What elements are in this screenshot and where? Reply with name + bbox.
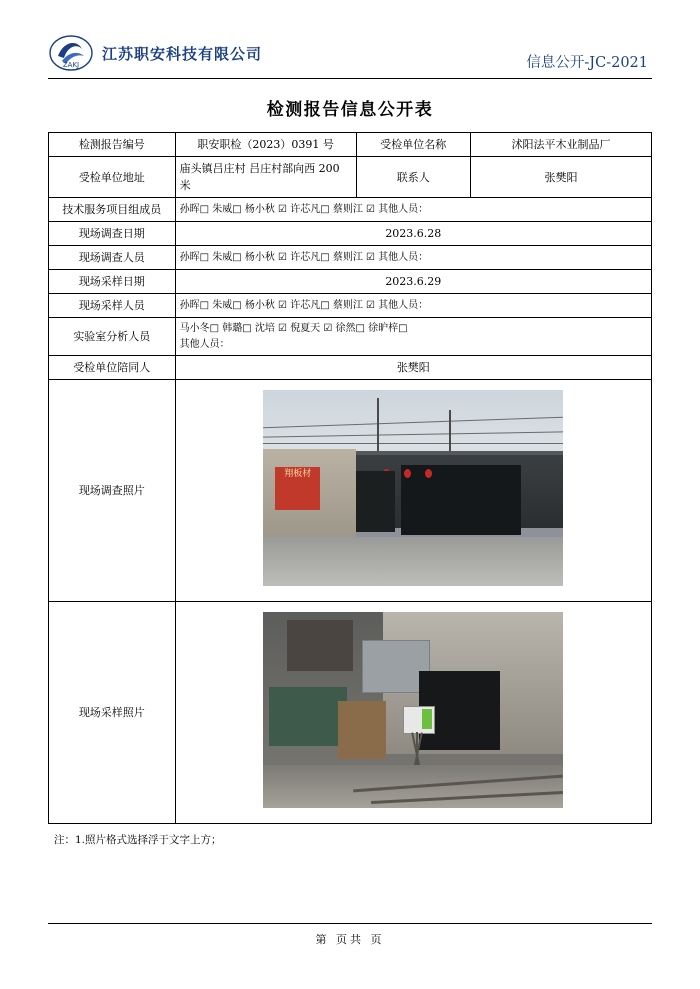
photo-instrument-screen — [422, 709, 432, 729]
photo-building-opening — [401, 465, 521, 536]
page-footer: 第 页共 页 — [48, 923, 652, 947]
photo-factory-sign: 翔板材 — [275, 467, 320, 510]
survey-photo-image — [263, 390, 563, 586]
page-header — [48, 28, 652, 79]
lab-people-value — [175, 318, 651, 356]
address-label: 受检单位地址 — [49, 157, 176, 198]
company-logo-icon — [48, 34, 94, 72]
address-value: 庙头镇吕庄村 吕庄村部向西 200 米 — [175, 157, 356, 198]
photo-ground — [263, 537, 563, 586]
photo-barrel — [338, 701, 386, 760]
header-left-group — [48, 34, 262, 72]
photo-machine — [269, 687, 347, 746]
svg-text:ZAKJ: ZAKJ — [62, 61, 80, 69]
table-row — [49, 356, 652, 380]
survey-people-label: 现场调查人员 — [49, 246, 176, 270]
contact-label: 联系人 — [356, 157, 471, 198]
table-row — [49, 318, 652, 356]
table-row — [49, 270, 652, 294]
escort-value: 张樊阳 — [175, 356, 651, 380]
survey-date-label: 现场调查日期 — [49, 222, 176, 246]
survey-photo-cell — [175, 380, 651, 602]
client-name-value: 沭阳法平木业制品厂 — [471, 133, 652, 157]
sampling-photo-label: 现场采样照片 — [49, 602, 176, 824]
sampling-date-value: 2023.6.29 — [175, 270, 651, 294]
report-no-label: 检测报告编号 — [49, 133, 176, 157]
table-row — [49, 294, 652, 318]
company-name: 江苏职安科技有限公司 — [102, 44, 263, 63]
photo-door — [356, 471, 395, 532]
team-value: 孙晖□ 朱威□ 杨小秋 ☑ 许芯凡□ 蔡则江 ☑ 其他人员： — [175, 198, 651, 222]
table-row — [49, 246, 652, 270]
report-no-value: 职安职检（2023）0391 号 — [175, 133, 356, 157]
table-row — [49, 222, 652, 246]
survey-photo-label: 现场调查照片 — [49, 380, 176, 602]
survey-date-value: 2023.6.28 — [175, 222, 651, 246]
sampling-photo-cell — [175, 602, 651, 824]
photo-wire — [263, 443, 563, 444]
document-code: 信息公开-JC-2021 — [526, 55, 648, 71]
photo-material-stack — [287, 620, 353, 671]
info-table — [48, 132, 652, 824]
survey-people-value: 孙晖□ 朱威□ 杨小秋 ☑ 许芯凡□ 蔡则江 ☑ 其他人员： — [175, 246, 651, 270]
page-title: 检测报告信息公开表 — [266, 100, 434, 120]
table-row — [49, 198, 652, 222]
contact-value: 张樊阳 — [471, 157, 652, 198]
team-label: 技术服务项目组成员 — [49, 198, 176, 222]
sampling-photo-image — [263, 612, 563, 808]
escort-label: 受检单位陪同人 — [49, 356, 176, 380]
photo-instrument-body — [403, 706, 435, 734]
table-note: 注：1.照片格式选择浮于文字上方； — [54, 834, 222, 847]
client-name-label: 受检单位名称 — [356, 133, 471, 157]
table-row-sampling-photo — [49, 602, 652, 824]
sampling-people-label: 现场采样人员 — [49, 294, 176, 318]
table-row-survey-photo — [49, 380, 652, 602]
sampling-people-value: 孙晖□ 朱威□ 杨小秋 ☑ 许芯凡□ 蔡则江 ☑ 其他人员： — [175, 294, 651, 318]
lab-people-label: 实验室分析人员 — [49, 318, 176, 356]
lab-people-line1: 马小冬□ 韩璐□ 沈培 ☑ 倪夏天 ☑ 徐然□ 徐昈梓□ — [179, 323, 408, 335]
table-row — [49, 157, 652, 198]
sampling-date-label: 现场采样日期 — [49, 270, 176, 294]
table-row — [49, 133, 652, 157]
lab-people-line2: 其他人员： — [179, 338, 230, 350]
